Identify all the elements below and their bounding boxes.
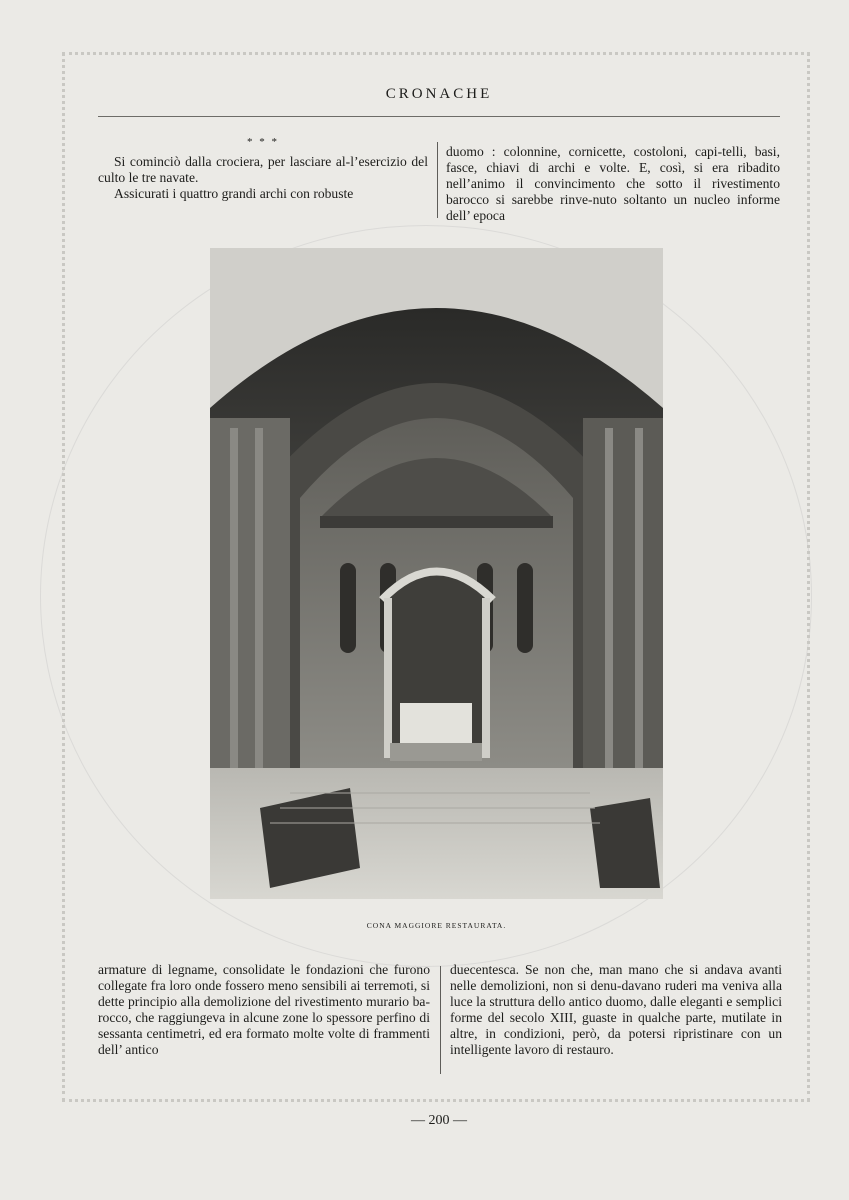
running-header: CRONACHE xyxy=(385,86,493,102)
column-bottom-right xyxy=(450,962,782,1058)
church-apse-photograph xyxy=(210,248,663,899)
page-number: — 200 — xyxy=(411,1113,467,1128)
header-rule xyxy=(98,116,780,117)
paragraph: duomo : colonnine, cornicette, costoloni, capi-telli, basi, fasce, chiavi di archi e volte. E, così, si era ribadito nell’animo il convincimento che sotto il rivestimento barocco si sarebbe rinve-nuto soltanto un nucleo informe dell’ epoca xyxy=(446,144,780,223)
paragraph: armature di legname, consolidate le fondazioni che furono collegate fra loro onde fossero meno sensibili ai terremoti, si dette principio alla demolizione del rivestimento murario ba-rocco, che raggiungeva in alcune zone lo spessore perfino di sessanta centimetri, ed era formato molte volte di frammenti dell’ antico xyxy=(98,962,430,1057)
section-ornament: * * * xyxy=(247,136,279,148)
column-bottom-left xyxy=(98,962,430,1058)
apse-illustration xyxy=(210,248,663,899)
column-top-right xyxy=(446,144,780,224)
paragraph: Si cominciò dalla crociera, per lasciare al-l’esercizio del culto le tre navate. xyxy=(98,154,428,185)
paragraph: Assicurati i quattro grandi archi con robuste xyxy=(114,186,354,201)
column-top-left xyxy=(98,138,428,202)
column-divider xyxy=(437,142,438,218)
paragraph: duecentesca. Se non che, man mano che si andava avanti nelle demolizioni, non si denu-davano ruderi ma veniva alla luce la struttura dello antico duomo, dalle eleganti e semplici forme del secolo XIII, guaste in qualche parte, mutilate in altre, in condizioni, però, da potersi ripristinare con un intelligente lavoro di restauro. xyxy=(450,962,782,1057)
figure-caption: CONA MAGGIORE RESTAURATA. xyxy=(366,921,507,930)
column-divider xyxy=(440,966,441,1074)
